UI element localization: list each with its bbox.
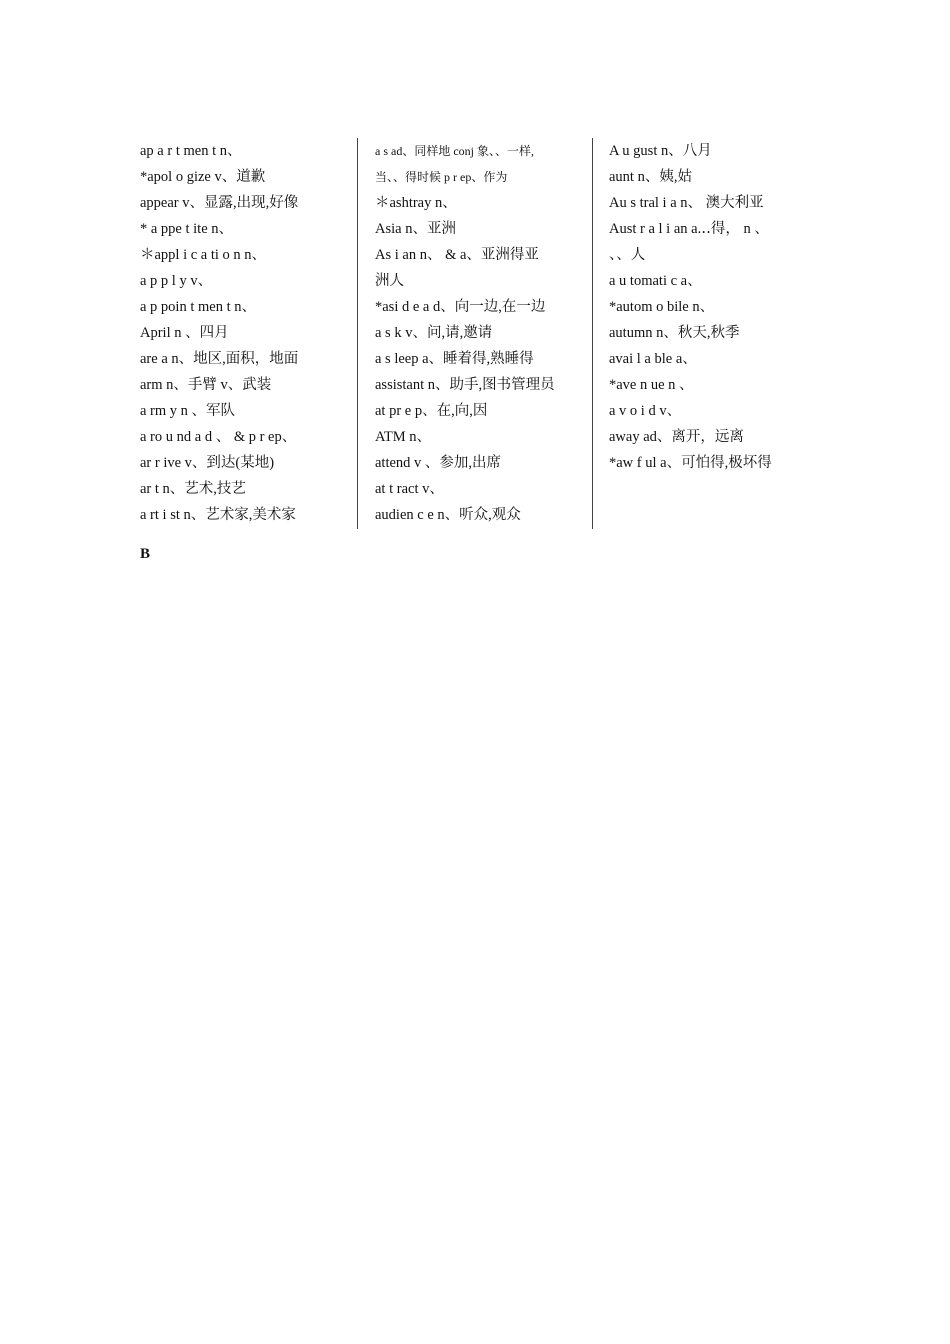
vocab-entry: a p poin t men t n、 bbox=[140, 299, 256, 315]
vocab-entry: a rm y n 、军队 bbox=[140, 403, 236, 419]
vocab-entry: ＊ashtray n、 bbox=[375, 195, 457, 211]
vocab-entry: a p p l y v、 bbox=[140, 273, 213, 289]
vocab-entry: Aust r a l i an a.‥得， n 、 bbox=[609, 221, 769, 237]
vocab-entry: aunt n、姨,姑 bbox=[609, 169, 692, 185]
vocabulary-table bbox=[125, 138, 825, 529]
vocab-entry: are a n、地区,面积，地面 bbox=[140, 351, 299, 367]
vocab-column-1 bbox=[125, 138, 357, 529]
vocab-entry: avai l a ble a、 bbox=[609, 351, 697, 367]
vocab-entry: 洲人 bbox=[375, 273, 404, 289]
vocab-entry: *apol o gize v、道歉 bbox=[140, 169, 266, 185]
vocab-entry: A u gust n、八月 bbox=[609, 143, 712, 159]
vocab-entry: arm n、手臂 v、武装 bbox=[140, 377, 272, 393]
vocab-entry: As i an n、 & a、亚洲得亚 bbox=[375, 247, 539, 263]
vocab-entry: autumn n、秋天,秋季 bbox=[609, 325, 740, 341]
vocab-entry: a s k v、问,请,邀请 bbox=[375, 325, 493, 341]
vocab-entry: a s leep a、睡着得,熟睡得 bbox=[375, 351, 534, 367]
vocab-entry: a v o i d v、 bbox=[609, 403, 682, 419]
vocab-entry: attend v 、参加,出席 bbox=[375, 455, 502, 471]
vocab-entry: at pr e p、在,向,因 bbox=[375, 403, 488, 419]
vocab-entry: assistant n、助手,图书管理员 bbox=[375, 377, 555, 393]
vocab-entry: Au s tral i a n、 澳大利亚 bbox=[609, 195, 764, 211]
vocab-entry: ar t n、艺术,技艺 bbox=[140, 481, 246, 497]
vocab-entry: *aw f ul a、可怕得,极坏得 bbox=[609, 455, 772, 471]
vocab-column-3 bbox=[592, 138, 825, 529]
vocab-entry: ar r ive v、到达(某地) bbox=[140, 455, 275, 471]
vocab-entry: *autom o bile n、 bbox=[609, 299, 715, 315]
vocab-entry: ATM n、 bbox=[375, 429, 431, 445]
vocab-entry: a u tomati c a、 bbox=[609, 273, 702, 289]
vocab-entry: a s ad、同样地 conj 象、、一样, bbox=[375, 144, 534, 158]
vocab-entry: ＊appl i c a ti o n n、 bbox=[140, 247, 267, 263]
vocab-entry: a rt i st n、艺术家,美术家 bbox=[140, 507, 296, 523]
vocab-entry: 、、人 bbox=[609, 247, 646, 263]
vocab-entry: away ad、离开，远离 bbox=[609, 429, 744, 445]
vocab-entry: * a ppe t ite n、 bbox=[140, 221, 234, 237]
vocab-entry: 当、、得时候 p r ep、作为 bbox=[375, 170, 508, 184]
vocab-entry: Asia n、亚洲 bbox=[375, 221, 456, 237]
section-heading: B bbox=[140, 546, 151, 562]
vocab-entry: April n 、四月 bbox=[140, 325, 229, 341]
vocab-column-2 bbox=[357, 138, 592, 529]
vocab-entry: audien c e n、听众,观众 bbox=[375, 507, 521, 523]
vocab-entry: *asi d e a d、向一边,在一边 bbox=[375, 299, 546, 315]
vocab-entry: ap a r t men t n、 bbox=[140, 143, 242, 159]
vocab-entry: appear v、显露,出现,好像 bbox=[140, 195, 299, 211]
vocab-entry: a ro u nd a d 、 & p r ep、 bbox=[140, 429, 297, 445]
vocab-entry: *ave n ue n 、 bbox=[609, 377, 694, 393]
vocab-entry: at t ract v、 bbox=[375, 481, 444, 497]
